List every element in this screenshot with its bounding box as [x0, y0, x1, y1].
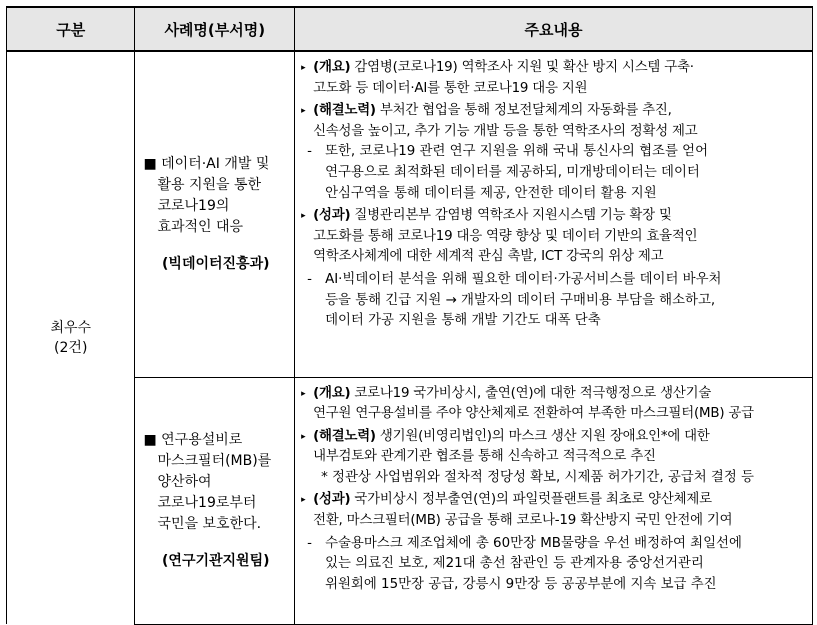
sub-text: 수술용마스크 제조업체에 총 60만장 MB물량을 우선 배정하여 최일선에 [325, 535, 742, 551]
content-sub-item [301, 270, 808, 332]
triangle-bullet-icon: ▸ [301, 106, 306, 117]
case-content-cell-1 [295, 51, 813, 377]
sub-text: 연구용으로 최적화된 데이터를 제공하되, 미개방데이터는 데이터 [325, 164, 700, 180]
item-text: 전환, 마스크필터(MB) 공급을 통해 코로나-19 확산방지 국민 안전에 기여 [313, 513, 733, 529]
case-name-cell-1 [135, 51, 295, 377]
content-sub-item [301, 142, 808, 204]
item-label: (해결노력) [313, 103, 376, 119]
sub-text: 있는 의료진 보호, 제21대 총선 참관인 등 관계자용 중앙선거관리 [325, 556, 704, 572]
content-item [301, 384, 808, 425]
item-text: 고도화 등 데이터·AI를 통한 코로나19 대응 지원 [313, 80, 588, 96]
header-category: 구분 [7, 7, 135, 51]
case-name-cell-2 [135, 377, 295, 624]
item-label: (개요) [313, 60, 351, 75]
case-title-line: 효과적인 대응 [157, 218, 244, 235]
sub-text: AI·빅데이터 분석을 위해 필요한 데이터·가공서비스를 데이터 바우처 [325, 271, 722, 287]
content-item [301, 490, 808, 531]
case-title-line: 국민을 보호한다. [157, 515, 262, 532]
grade-count: (2건) [54, 340, 88, 356]
award-table [6, 6, 813, 625]
triangle-bullet-icon: ▸ [301, 211, 306, 222]
sub-text: 등을 통해 긴급 지원 → 개발자의 데이터 구매비용 부담을 해소하고, [325, 292, 716, 308]
case-row-1 [7, 51, 813, 377]
item-text: 내부검토와 관계기관 협조를 통해 신속하고 적극적으로 추진 [313, 449, 656, 465]
item-label: (성과) [313, 492, 351, 508]
content-item [301, 101, 808, 142]
case-bullet-1: ■ [143, 155, 157, 172]
case-title-1 [141, 154, 290, 238]
item-text: 고도화를 통해 코로나19 대응 역량 향상 및 데이터 기반의 효율적인 [313, 228, 698, 244]
case-title-line: 양산하여 [157, 473, 212, 490]
case-title-line: 활용 지원을 통한 [157, 176, 262, 193]
item-text: 코로나19 국가비상시, 출연(연)에 대한 적극행정으로 생산기술 [350, 385, 712, 401]
triangle-bullet-icon: ▸ [301, 431, 306, 442]
item-text: 생기원(비영리법인)의 마스크 생산 지원 장애요인*에 대한 [375, 428, 710, 444]
header-row [7, 7, 813, 51]
case-content-cell-2 [295, 377, 813, 624]
item-text: 신속성을 높이고, 추가 기능 개발 등을 통한 역학조사의 정확성 제고 [313, 123, 698, 139]
case-title-line: 코로나19로부터 [157, 494, 257, 511]
case-title-line: 마스크필터(MB)를 [157, 452, 272, 469]
item-text: 질병관리본부 감염병 역학조사 지원시스템 기능 확장 및 [350, 208, 672, 224]
item-text: 국가비상시 정부출연(연)의 파일럿플랜트를 최초로 양산체제로 [350, 492, 712, 508]
content-item [301, 427, 808, 468]
sub-text: 위원회에 15만장 공급, 강릉시 9만장 등 공공부분에 지속 보급 추진 [325, 576, 717, 592]
content-sub-item [301, 534, 808, 596]
grade-cell [7, 51, 135, 624]
triangle-bullet-icon: ▸ [301, 63, 306, 73]
dash-bullet-icon: - [307, 271, 312, 287]
content-item [301, 58, 808, 99]
item-text: 감염병(코로나19) 역학조사 지원 및 확산 방지 시스템 구축· [350, 60, 694, 75]
triangle-bullet-icon: ▸ [301, 388, 306, 399]
case-department-2: (연구기관지원팀) [162, 552, 270, 569]
case-title-line: 연구용설비로 [161, 431, 243, 448]
case-department-1: (빅데이터진흥과) [162, 255, 270, 272]
triangle-bullet-icon: ▸ [301, 495, 306, 506]
dash-bullet-icon: - [307, 535, 312, 551]
header-case-name: 사례명(부서명) [135, 7, 295, 51]
case-bullet-2: ■ [143, 431, 157, 448]
case-title-line: 데이터·AI 개발 및 [161, 155, 270, 172]
item-label: (성과) [313, 208, 351, 224]
dash-bullet-icon: - [307, 144, 312, 160]
case-title-2 [141, 430, 290, 535]
item-text: 부처간 협업을 통해 정보전달체계의 자동화를 추진, [375, 103, 672, 119]
content-item [301, 206, 808, 268]
header-main-content: 주요내용 [295, 7, 813, 51]
item-label: (개요) [313, 385, 351, 401]
sub-text: 또한, 코로나19 관련 연구 지원을 위해 국내 통신사의 협조를 얻어 [325, 144, 709, 160]
case-title-line: 코로나19의 [157, 197, 230, 214]
item-text: 연구원 연구용설비를 주야 양산체제로 전환하여 부족한 마스크필터(MB) 공급 [313, 406, 754, 422]
sub-text: 데이터 가공 지원을 통해 개발 기간도 대폭 단축 [325, 313, 601, 329]
grade-label: 최우수 [50, 320, 92, 336]
item-label: (해결노력) [313, 428, 376, 444]
item-text: 역학조사체계에 대한 세계적 관심 촉발, ICT 강국의 위상 제고 [313, 249, 664, 265]
content-footnote: * 정관상 사업범위와 절차적 정당성 확보, 시제품 허가기간, 공급처 결정 등 [321, 469, 754, 485]
sub-text: 안심구역을 통해 데이터를 제공, 안전한 데이터 활용 지원 [325, 185, 657, 201]
